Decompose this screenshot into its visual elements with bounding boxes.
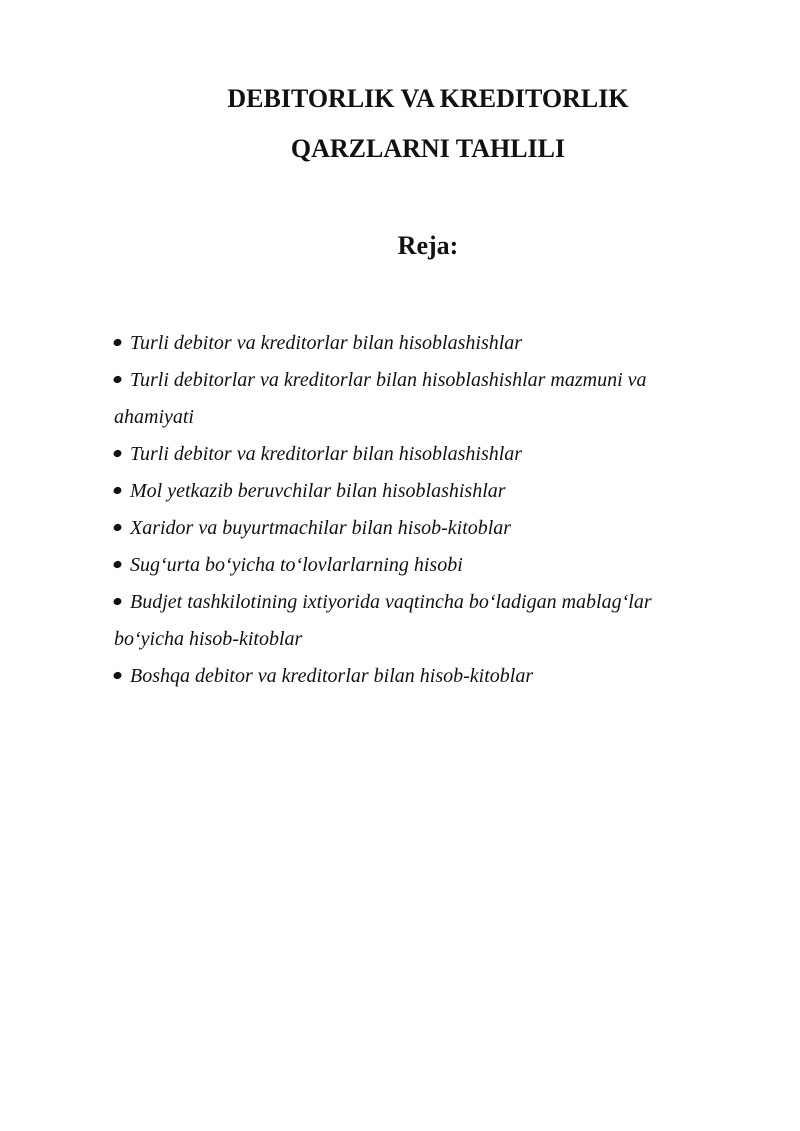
plan-item bbox=[114, 473, 714, 510]
bullet-icon bbox=[113, 671, 123, 680]
plan-item-text: Budjet tashkilotining ixtiyorida vaqtincha bo‘ladigan mablag‘lar bo‘yicha hisob-kitoblar bbox=[114, 591, 652, 650]
plan-item bbox=[114, 658, 714, 695]
bullet-icon bbox=[113, 338, 123, 347]
plan-item bbox=[114, 436, 714, 473]
plan-item-text: Mol yetkazib beruvchilar bilan hisoblashishlar bbox=[130, 480, 506, 502]
document-title bbox=[0, 74, 800, 174]
title-line-1: DEBITORLIK VA KREDITORLIK bbox=[227, 84, 629, 113]
bullet-icon bbox=[113, 597, 123, 606]
plan-item bbox=[114, 362, 714, 436]
bullet-icon bbox=[113, 560, 123, 569]
plan-heading: Reja: bbox=[397, 231, 459, 260]
plan-item-text: Xaridor va buyurtmachilar bilan hisob-kitoblar bbox=[130, 517, 512, 539]
bullet-icon bbox=[113, 375, 123, 384]
plan-item-text: Turli debitorlar va kreditorlar bilan hisoblashishlar mazmuni va ahamiyati bbox=[114, 369, 647, 428]
plan-item-text: Turli debitor va kreditorlar bilan hisoblashishlar bbox=[130, 332, 523, 354]
bullet-icon bbox=[113, 449, 123, 458]
bullet-icon bbox=[113, 523, 123, 532]
plan-list bbox=[114, 325, 714, 695]
title-line-2: QARZLARNI TAHLILI bbox=[290, 134, 566, 163]
plan-item bbox=[114, 325, 714, 362]
plan-item bbox=[114, 584, 714, 658]
plan-item-text: Sug‘urta bo‘yicha to‘lovlarlarning hisobi bbox=[130, 554, 463, 576]
plan-item-text: Turli debitor va kreditorlar bilan hisoblashishlar bbox=[130, 443, 523, 465]
plan-item bbox=[114, 547, 714, 584]
plan-item bbox=[114, 510, 714, 547]
plan-item-text: Boshqa debitor va kreditorlar bilan hisob-kitoblar bbox=[130, 665, 534, 687]
bullet-icon bbox=[113, 486, 123, 495]
